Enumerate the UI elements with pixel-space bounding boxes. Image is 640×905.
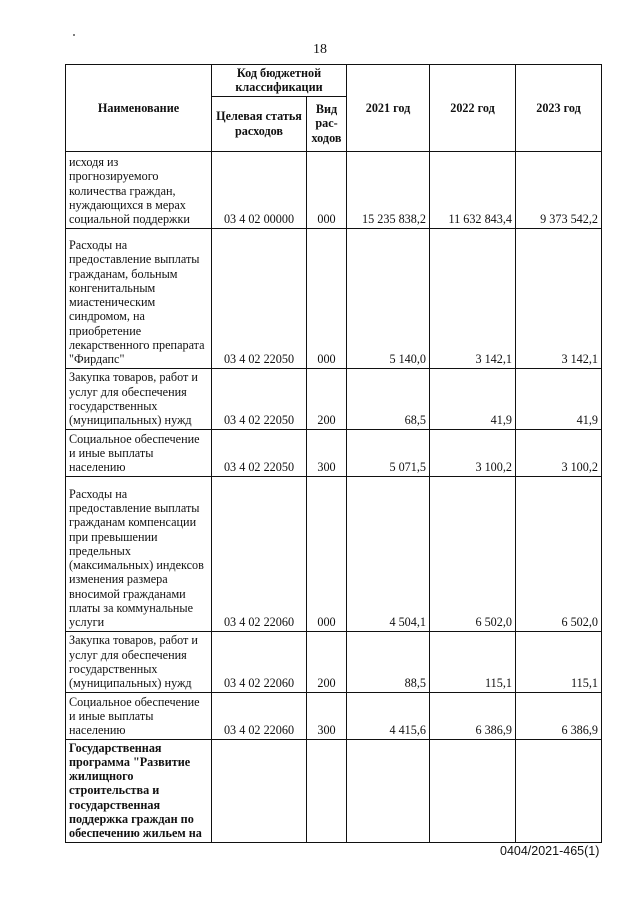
- row-2022: [430, 739, 516, 842]
- row-2022: 115,1: [430, 631, 516, 692]
- row-name: Социальное обеспечение и иные выплаты населению: [66, 692, 212, 739]
- row-2023: 6 386,9: [516, 692, 602, 739]
- table-row: [66, 631, 602, 692]
- row-kind: 000: [307, 228, 347, 368]
- scan-speck: [73, 34, 75, 36]
- row-2022: 11 632 843,4: [430, 151, 516, 228]
- row-2023: 6 502,0: [516, 476, 602, 631]
- row-2022: 3 100,2: [430, 429, 516, 476]
- row-2021: 15 235 838,2: [347, 151, 430, 228]
- table-row: [66, 692, 602, 739]
- row-target: 03 4 02 22050: [212, 429, 307, 476]
- row-2023: 3 100,2: [516, 429, 602, 476]
- row-2023: 115,1: [516, 631, 602, 692]
- row-name: Государственная программа "Развитие жилищного строительства и государственная поддержка граждан по обеспечению жильем на: [66, 739, 212, 842]
- row-kind: 200: [307, 368, 347, 429]
- row-name: Закупка товаров, работ и услуг для обеспечения государственных (муниципальных) нужд: [66, 631, 212, 692]
- table-row: [66, 476, 602, 631]
- row-target: [212, 739, 307, 842]
- row-2022: 41,9: [430, 368, 516, 429]
- header-2022: 2022 год: [430, 65, 516, 152]
- page-number: 18: [313, 42, 327, 57]
- row-2023: 3 142,1: [516, 228, 602, 368]
- row-target: 03 4 02 22050: [212, 368, 307, 429]
- row-kind: [307, 739, 347, 842]
- row-target: 03 4 02 22060: [212, 692, 307, 739]
- row-name: Социальное обеспечение и иные выплаты населению: [66, 429, 212, 476]
- row-kind: 300: [307, 429, 347, 476]
- row-name: Расходы на предоставление выплаты гражданам, больным конгенитальным миастеническим синдромом, на приобретение лекарственного препарата "Фирдапс": [66, 228, 212, 368]
- row-target: 03 4 02 22060: [212, 631, 307, 692]
- header-code-group: Код бюджетной классификации: [212, 65, 347, 97]
- row-2023: 41,9: [516, 368, 602, 429]
- budget-table: [65, 64, 602, 843]
- table-row: [66, 429, 602, 476]
- row-target: 03 4 02 22060: [212, 476, 307, 631]
- row-name: Расходы на предоставление выплаты гражданам компенсации при превышении предельных (максимальных) индексов изменения размера вносимой гражданами платы за коммунальные услуги: [66, 476, 212, 631]
- table-row: [66, 151, 602, 228]
- row-2022: 6 502,0: [430, 476, 516, 631]
- table-row: [66, 368, 602, 429]
- row-2021: 5 140,0: [347, 228, 430, 368]
- header-kind: Вид рас-ходов: [307, 96, 347, 151]
- document-code: 0404/2021-465(1): [500, 844, 600, 858]
- header-target: Целевая статья расходов: [212, 96, 307, 151]
- row-2021: 68,5: [347, 368, 430, 429]
- header-2023: 2023 год: [516, 65, 602, 152]
- row-kind: 300: [307, 692, 347, 739]
- row-2023: [516, 739, 602, 842]
- row-2021: 4 415,6: [347, 692, 430, 739]
- row-2023: 9 373 542,2: [516, 151, 602, 228]
- table-row: [66, 228, 602, 368]
- row-name: исходя из прогнозируемого количества граждан, нуждающихся в мерах социальной поддержки: [66, 151, 212, 228]
- header-name: Наименование: [66, 65, 212, 152]
- row-2022: 3 142,1: [430, 228, 516, 368]
- row-target: 03 4 02 00000: [212, 151, 307, 228]
- table-row: [66, 739, 602, 842]
- row-kind: 000: [307, 151, 347, 228]
- row-kind: 000: [307, 476, 347, 631]
- row-2021: 4 504,1: [347, 476, 430, 631]
- row-2021: 88,5: [347, 631, 430, 692]
- row-target: 03 4 02 22050: [212, 228, 307, 368]
- row-name: Закупка товаров, работ и услуг для обеспечения государственных (муниципальных) нужд: [66, 368, 212, 429]
- row-kind: 200: [307, 631, 347, 692]
- row-2021: [347, 739, 430, 842]
- header-2021: 2021 год: [347, 65, 430, 152]
- row-2021: 5 071,5: [347, 429, 430, 476]
- row-2022: 6 386,9: [430, 692, 516, 739]
